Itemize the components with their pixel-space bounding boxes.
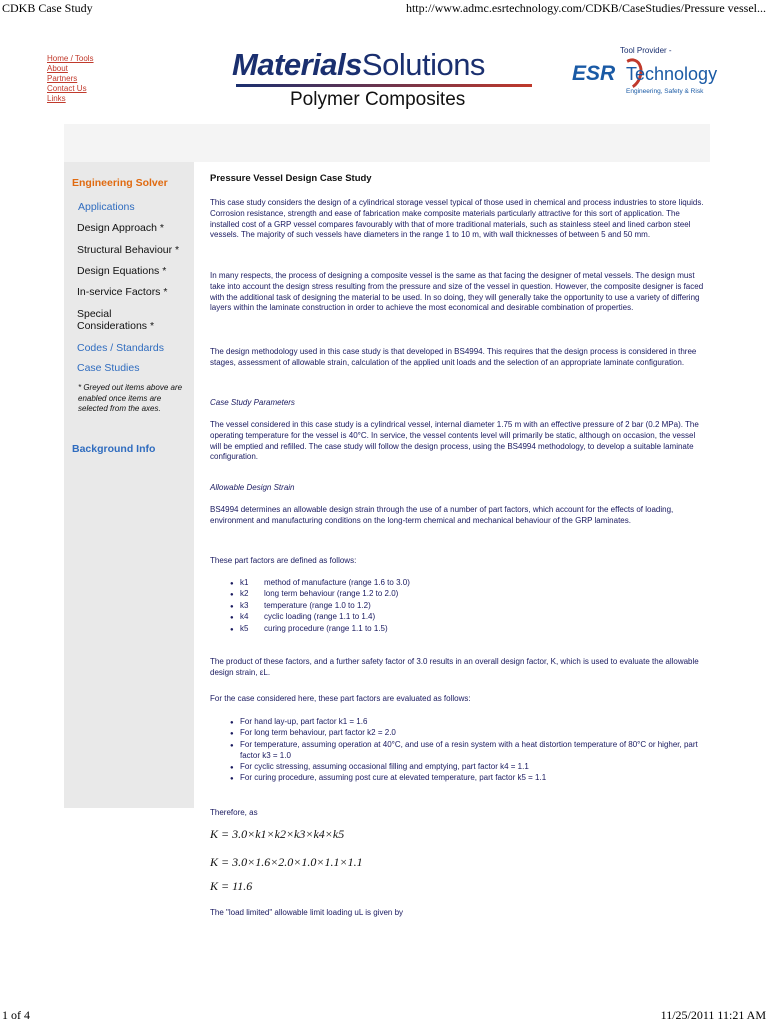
heading-strain: Allowable Design Strain xyxy=(210,483,295,492)
paragraph-therefore: Therefore, as xyxy=(210,808,258,817)
sidebar-item-in-service-factors[interactable]: In-service Factors * xyxy=(77,286,168,298)
sidebar-heading[interactable]: Engineering Solver xyxy=(72,177,168,189)
logo-underline xyxy=(236,84,532,87)
list-item: ● For hand lay-up, part factor k1 = 1.6 xyxy=(210,717,708,728)
sidebar-item-applications[interactable]: Applications xyxy=(78,201,135,213)
link-home-tools[interactable]: Home / Tools xyxy=(47,54,94,63)
paragraph-load-limited: The "load limited" allowable limit loading uL is given by xyxy=(210,908,404,917)
esr-technology-logo xyxy=(570,46,730,106)
page-number: 1 of 4 xyxy=(2,1008,30,1022)
tool-provider-label: Tool Provider - xyxy=(620,46,672,55)
paragraph-design-factor: The product of these factors, and a further safety factor of 3.0 results in an overall design factor, K, which is used to evaluate the allowable design strain, εL. xyxy=(210,657,699,677)
paragraph-process: In many respects, the process of designing a composite vessel is the same as that facing the designer of metal vessels. The design must take into account the design stress resulting from the pressure and size of the vessel in question. However, the composite designer is faced with the additional task of designing the material to be used. In so doing, they will generally take the opportunity to use a variety of differing layers within the laminate construction in order to achieve the most economical and desirable combination of properties. xyxy=(210,271,704,313)
list-item: ● k2 long term behaviour (range 1.2 to 2.0) xyxy=(210,589,708,600)
sidebar-item-design-equations[interactable]: Design Equations * xyxy=(77,265,167,277)
list-item: ● k3 temperature (range 1.0 to 1.2) xyxy=(210,601,708,612)
materials-solutions-logo xyxy=(232,48,538,110)
esr-tagline: Engineering, Safety & Risk xyxy=(626,88,704,95)
link-contact-us[interactable]: Contact Us xyxy=(47,84,87,93)
paragraph-evaluated-intro: For the case considered here, these part factors are evaluated as follows: xyxy=(210,694,471,703)
list-item: ● For temperature, assuming operation at 40°C, and use of a resin system with a heat distortion temperature of 80°C or higher, part factor k3 = 1.0 xyxy=(210,740,708,762)
list-item: ● k4 cyclic loading (range 1.1 to 1.4) xyxy=(210,612,708,623)
print-url: http://www.admc.esrtechnology.com/CDKB/CaseStudies/Pressure vessel... xyxy=(405,1,766,15)
paragraph-strain: BS4994 determines an allowable design strain through the use of a number of part factors, which account for the effects of loading, environment and manufacturing conditions on the long-term chemical and mechanical behaviour of the GRP laminates. xyxy=(210,505,674,525)
header-banner xyxy=(64,124,710,162)
link-links[interactable]: Links xyxy=(47,94,66,103)
heading-parameters: Case Study Parameters xyxy=(210,398,295,407)
print-footer xyxy=(0,1006,768,1024)
top-links xyxy=(47,54,94,104)
technology-wordmark: Technology xyxy=(626,64,718,84)
sidebar-background-info[interactable]: Background Info xyxy=(72,443,156,455)
sidebar-item-structural-behaviour[interactable]: Structural Behaviour * xyxy=(77,244,180,256)
sidebar-note: * Greyed out items above are enabled once items are selected from the axes. xyxy=(78,383,183,413)
logo-solutions: Solutions xyxy=(361,47,485,82)
equation-k-general: K = 3.0×k1×k2×k3×k4×k5 xyxy=(210,827,345,841)
list-item: ● For curing procedure, assuming post cure at elevated temperature, part factor k5 = 1.1 xyxy=(210,773,708,784)
part-factor-list xyxy=(210,578,708,635)
print-header xyxy=(0,0,768,16)
esr-wordmark: ESR xyxy=(572,62,616,85)
paragraph-factors-intro: These part factors are defined as follows: xyxy=(210,556,357,565)
sidebar-item-codes-standards[interactable]: Codes / Standards xyxy=(77,342,164,354)
sidebar-item-design-approach[interactable]: Design Approach * xyxy=(77,222,164,234)
print-title: CDKB Case Study xyxy=(2,1,93,15)
paragraph-parameters: The vessel considered in this case study is a cylindrical vessel, internal diameter 1.75 m with an effective pressure of 2 bar (0.2 MPa). The operating temperature for the vessel is 40°C. In service, the vessel contents level will primarily be static, although on occasion, the vessel will be emptied and refilled. The case study will follow the design process, using the BS4994 methodology, to develop a suitable laminate configuration. xyxy=(210,420,699,462)
sidebar-item-special-considerations[interactable]: Considerations * xyxy=(77,320,155,332)
paragraph-intro: This case study considers the design of a cylindrical storage vessel typical of those used in chemical and process industries to store liquids. Corrosion resistance, strength and ease of fabrication make composite materials particularly attractive for this sort of application. The installed cost of a GRP vessel compares favourably with that of more traditional materials, such as stainless steel and lined carbon steel vessels. The majority of such vessels have diameters in the range 1 to 10 m, with wall thicknesses of between 5 and 50 mm. xyxy=(210,198,704,240)
page-title: Pressure Vessel Design Case Study xyxy=(210,173,372,184)
equation-k-result: K = 11.6 xyxy=(210,879,253,893)
evaluated-factor-list xyxy=(210,717,708,785)
link-about[interactable]: About xyxy=(47,64,68,73)
list-item: ● k5 curing procedure (range 1.1 to 1.5) xyxy=(210,624,708,635)
logo-subtitle: Polymer Composites xyxy=(290,89,466,110)
sidebar xyxy=(64,162,194,808)
equation-k-values: K = 3.0×1.6×2.0×1.0×1.1×1.1 xyxy=(210,855,363,869)
print-datetime: 11/25/2011 11:21 AM xyxy=(660,1008,766,1022)
logo-materials: Materials xyxy=(232,47,362,82)
list-item: ● k1 method of manufacture (range 1.6 to 3.0) xyxy=(210,578,708,589)
sidebar-item-special[interactable]: Special xyxy=(77,308,112,320)
list-item: ● For cyclic stressing, assuming occasional filling and emptying, part factor k4 = 1.1 xyxy=(210,762,708,773)
paragraph-methodology: The design methodology used in this case study is that developed in BS4994. This requires that the design process is considered in three stages, assessment of allowable strain, calculation of the applied unit loads and the selection of an appropriate laminate configuration. xyxy=(210,347,697,367)
link-partners[interactable]: Partners xyxy=(47,74,78,83)
list-item: ● For long term behaviour, part factor k2 = 2.0 xyxy=(210,728,708,739)
sidebar-item-case-studies[interactable]: Case Studies xyxy=(77,362,140,374)
